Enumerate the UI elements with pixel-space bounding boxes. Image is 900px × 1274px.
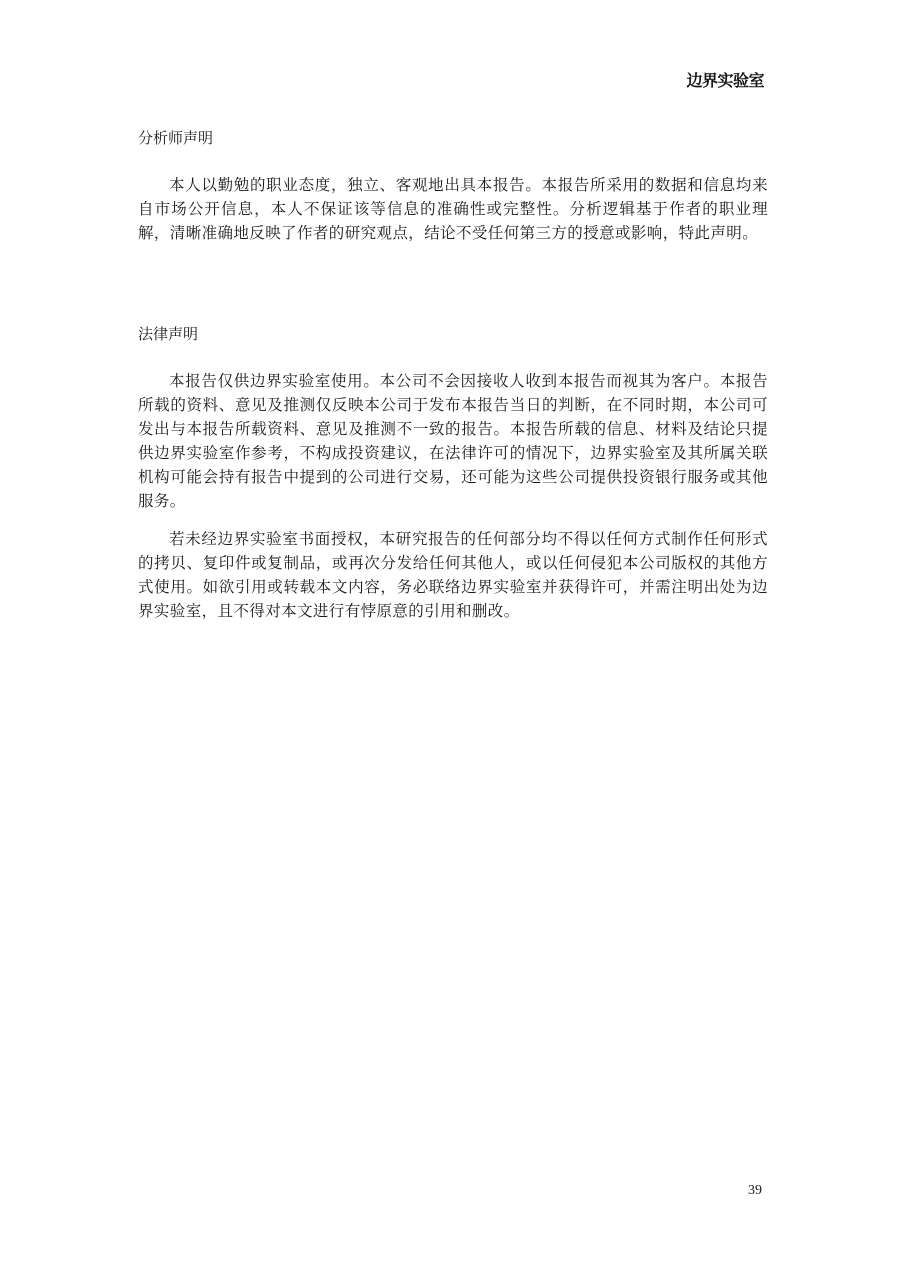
legal-statement-paragraph-1: 本报告仅供边界实验室使用。本公司不会因接收人收到本报告而视其为客户。本报告所载的资料、意见及推测仅反映本公司于发布本报告当日的判断，在不同时期，本公司可发出与本报告所载资料、意见及推测不一致的报告。本报告所载的信息、材料及结论只提供边界实验室作参考，不构成投资建议，在法律许可的情况下，边界实验室及其所属关联机构可能会持有报告中提到的公司进行交易，还可能为这些公司提供投资银行服务或其他服务。 bbox=[138, 372, 768, 510]
analyst-statement-title: 分析师声明 bbox=[138, 129, 214, 147]
legal-statement-title: 法律声明 bbox=[138, 325, 199, 343]
brand-logo: 边界实验室 bbox=[686, 71, 764, 90]
legal-statement-paragraph-2: 若未经边界实验室书面授权，本研究报告的任何部分均不得以任何方式制作任何形式的拷贝、复印件或复制品，或再次分发给任何其他人，或以任何侵犯本公司版权的其他方式使用。如欲引用或转载本文内容，务必联络边界实验室并获得许可，并需注明出处为边界实验室，且不得对本文进行有悖原意的引用和删改。 bbox=[138, 530, 768, 620]
analyst-statement-paragraph: 本人以勤勉的职业态度，独立、客观地出具本报告。本报告所采用的数据和信息均来自市场公开信息，本人不保证该等信息的准确性或完整性。分析逻辑基于作者的职业理解，清晰准确地反映了作者的研究观点，结论不受任何第三方的授意或影响，特此声明。 bbox=[138, 176, 768, 242]
page-number: 39 bbox=[748, 1183, 762, 1198]
